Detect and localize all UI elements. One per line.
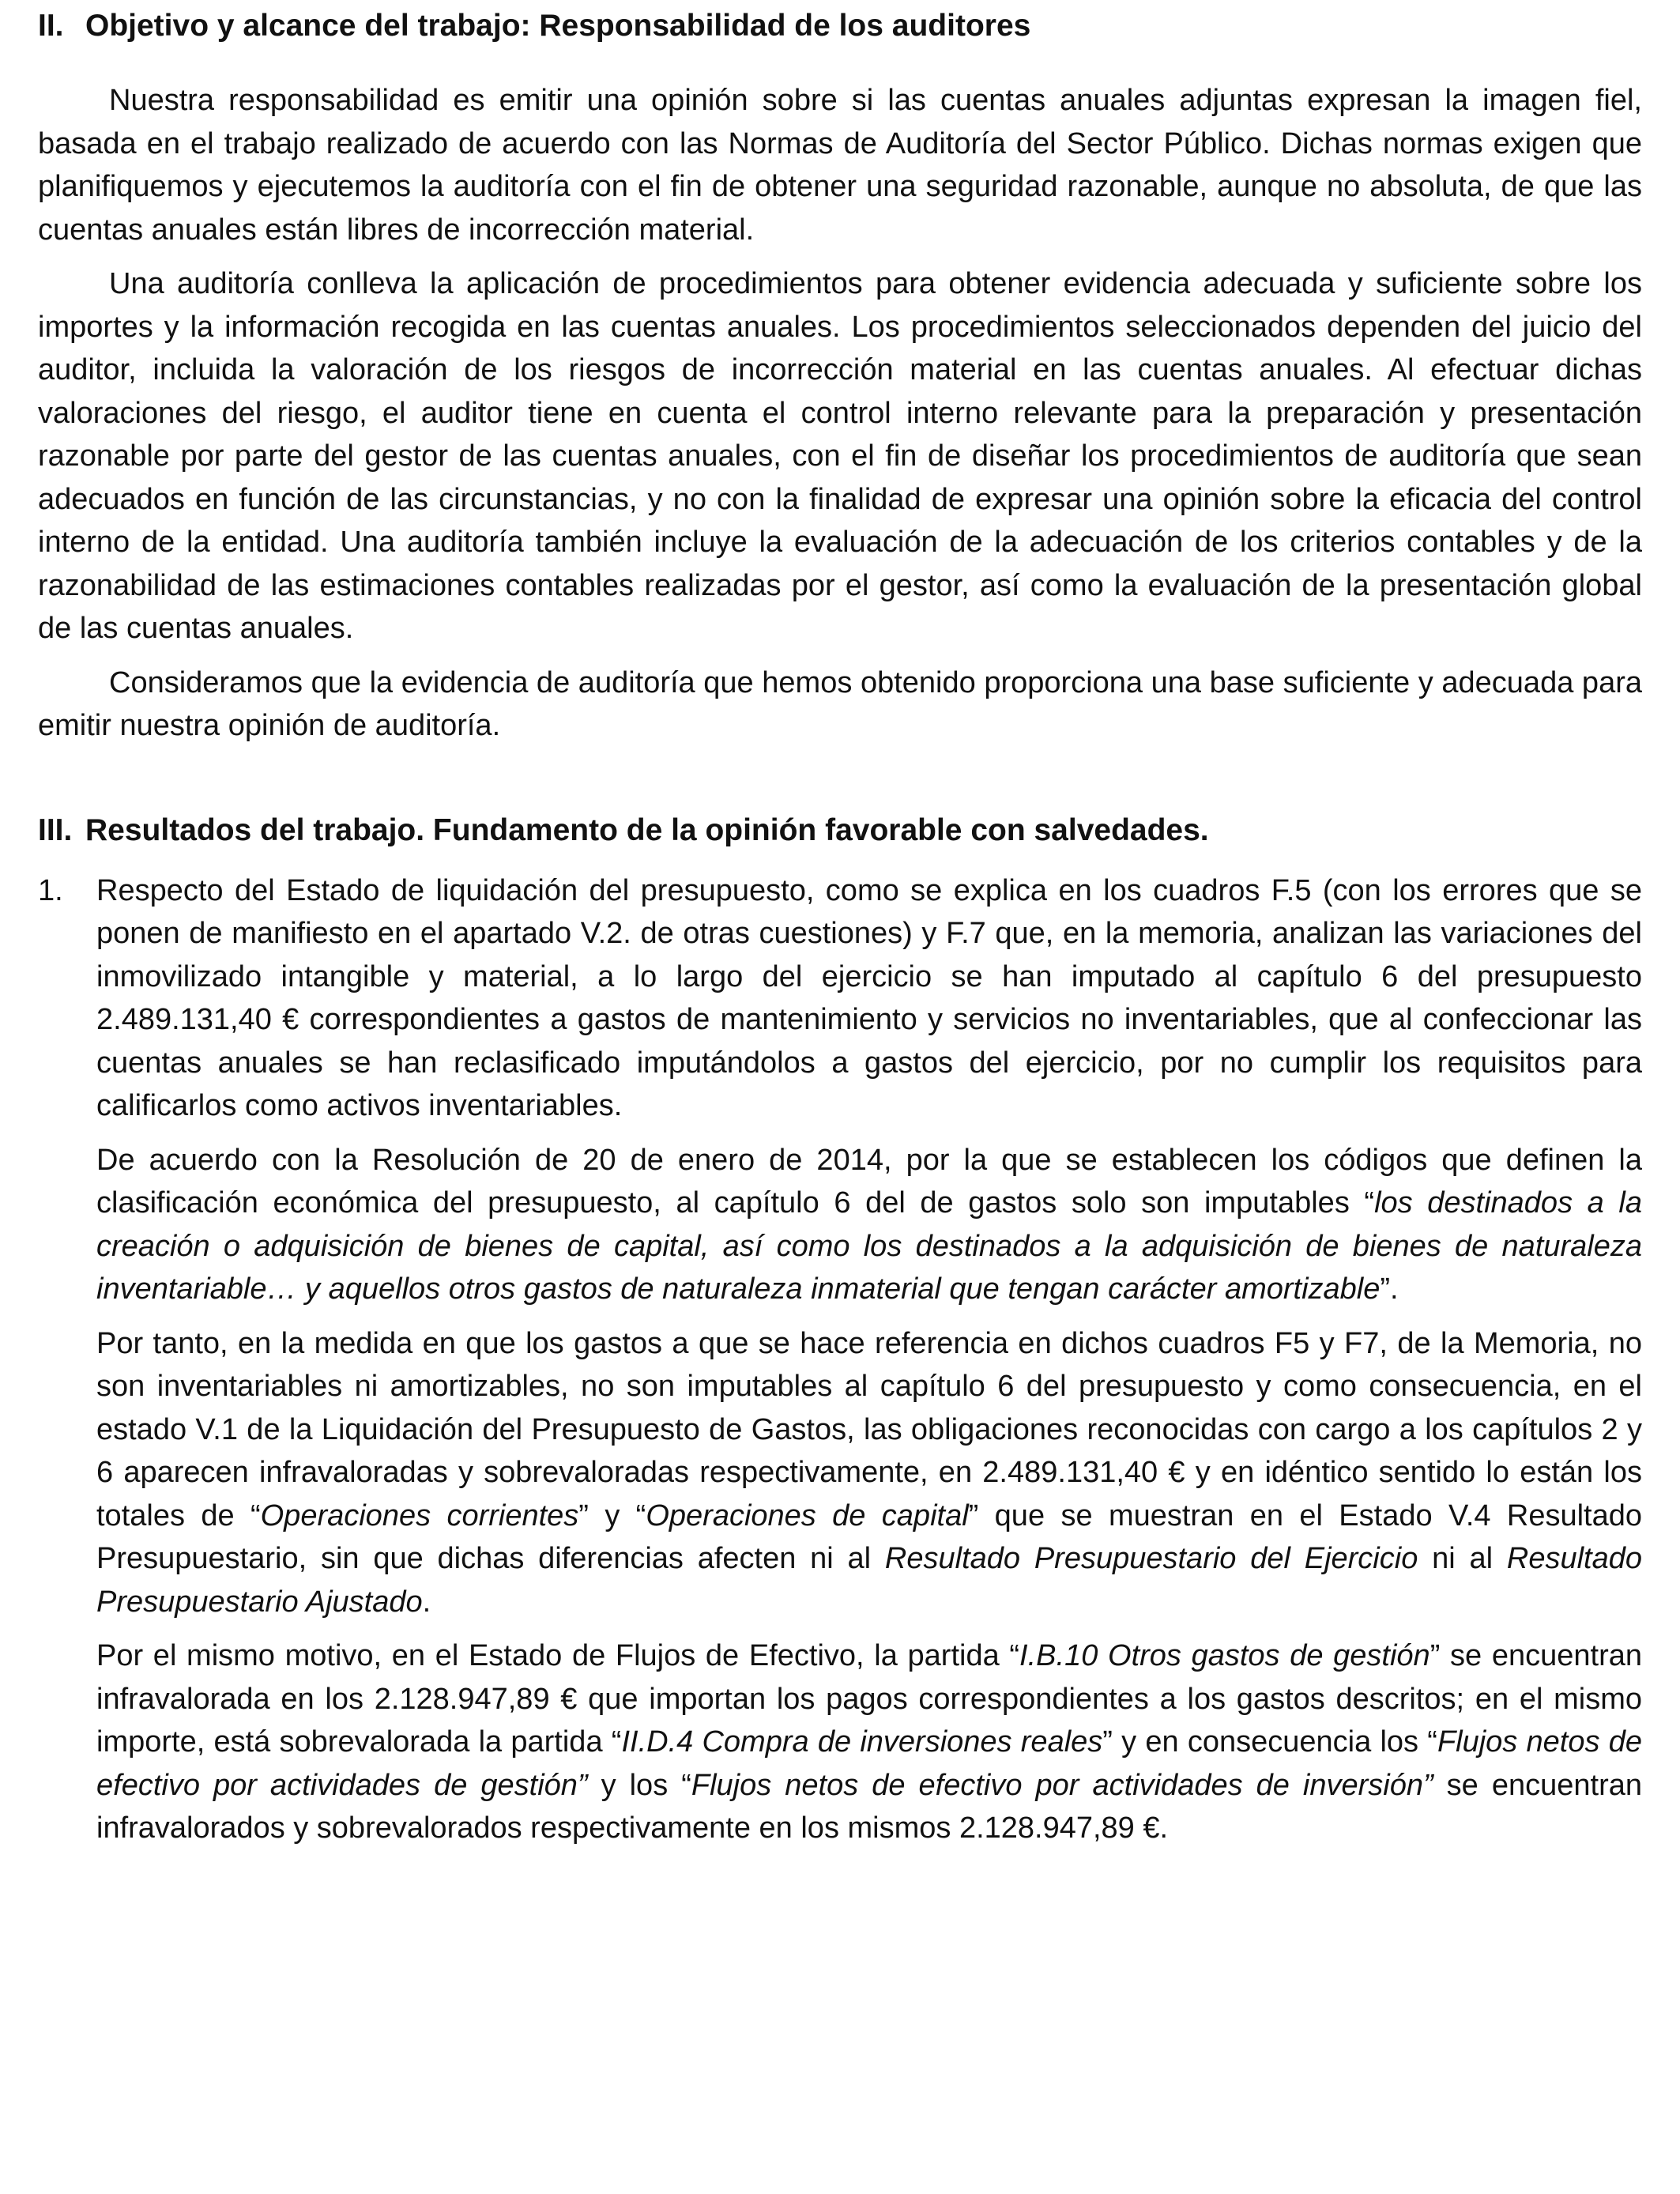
p3-text-c: ” que se muestran en el Estado V.4 Resultado Presupuestario, sin que dichas diferencias afecten ni al [96,1498,1642,1575]
item-1-paragraph-2-end: ”. [1380,1272,1399,1306]
document-page [38,0,1642,1850]
section-2-paragraph-3: Consideramos que la evidencia de auditoría que hemos obtenido proporciona una base suficiente y adecuada para emitir nuestra opinión de auditoría. [38,665,1642,742]
p3-text-d: ni al [1418,1542,1507,1575]
p4-text-e: se encuentran infravalorados y sobrevalorados respectivamente en los mismos 2.128.947,89 €. [96,1768,1642,1845]
p4-text-d: y los “ [587,1768,691,1802]
item-1-paragraph-2 [96,1139,1642,1311]
p3-italic-operaciones-corrientes: Operaciones corrientes [260,1498,579,1532]
p3-text-b: ” y “ [578,1498,646,1532]
item-1-paragraph-1: Respecto del Estado de liquidación del presupuesto, como se explica en los cuadros F.5 (con los errores que se ponen de manifiesto en el apartado V.2. de otras cuestiones) y F.7 que, en la memoria, analizan las variaciones del inmovilizado intangible y material, a lo largo del ejercicio se han imputado al capítulo 6 del presupuesto 2.489.131,40 € correspondientes a gastos de mantenimiento y servicios no inventariables, que al confeccionar las cuentas anuales se han reclasificado imputándolos a gastos del ejercicio, por no cumplir los requisitos para calificarlos como activos inventariables. [96,873,1642,1122]
p4-italic-flujos-inversion: Flujos netos de efectivo por actividades de inversión” [691,1768,1433,1802]
section-2-paragraph-2: Una auditoría conlleva la aplicación de procedimientos para obtener evidencia adecuada y suficiente sobre los importes y la información recogida en las cuentas anuales. Los procedimientos seleccionados dependen del juicio del auditor, incluida la valoración de los riesgos de incorrección material en las cuentas anuales. Al efectuar dichas valoraciones del riesgo, el auditor tiene en cuenta el control interno relevante para la preparación y presentación razonable por parte del gestor de las cuentas anuales, con el fin de diseñar los procedimientos de auditoría que sean adecuados en función de las circunstancias, y no con la finalidad de expresar una opinión sobre la eficacia del control interno de la entidad. Una auditoría también incluye la evaluación de la adecuación de los criterios contables y de la razonabilidad de las estimaciones contables realizadas por el gestor, así como la evaluación de la presentación global de las cuentas anuales. [38,267,1642,645]
numbered-list-item-1 [38,869,1642,1850]
p3-italic-resultado-ejercicio: Resultado Presupuestario del Ejercicio [884,1542,1418,1575]
item-1-paragraph-4 [96,1634,1642,1850]
item-1-paragraph-2-quote: los destinados a la creación o adquisición de bienes de capital, así como los destinados a la adquisición de bienes de naturaleza inventariable… y aquellos otros gastos de naturaleza inmaterial que tengan carácter amortizable [96,1186,1642,1306]
p4-text-c: ” y en consecuencia los “ [1102,1725,1437,1759]
section-3-heading [38,809,1642,852]
section-2-title: Objetivo y alcance del trabajo: Responsabilidad de los auditores [85,9,1031,43]
p3-italic-resultado-ajustado: Resultado Presupuestario Ajustado [96,1542,1642,1619]
p4-italic-compra-inversiones: II.D.4 Compra de inversiones reales [621,1725,1103,1759]
p4-italic-flujos-gestion: Flujos netos de efectivo por actividades de gestión” [96,1725,1642,1802]
item-1-paragraph-2-text: De acuerdo con la Resolución de 20 de enero de 2014, por la que se establecen los códigos que definen la clasificación económica del presupuesto, al capítulo 6 del de gastos solo son imputables “ [96,1143,1642,1220]
item-1-paragraph-3 [96,1322,1642,1624]
p3-text-a: Por tanto, en la medida en que los gastos a que se hace referencia en dichos cuadros F5 y F7, de la Memoria, no son inventariables ni amortizables, no son imputables al capítulo 6 del presupuesto y como consecuencia, en el estado V.1 de la Liquidación del Presupuesto de Gastos, las obligaciones reconocidas con cargo a los capítulos 2 y 6 aparecen infravaloradas y sobrevaloradas respectivamente, en 2.489.131,40 € y en idéntico sentido lo están los totales de “ [96,1326,1642,1532]
p4-text-b: ” se encuentran infravalorada en los 2.128.947,89 € que importan los pagos correspondientes a los gastos descritos; en el mismo importe, está sobrevalorada la partida “ [96,1639,1642,1759]
section-3-number: III. [38,812,73,847]
section-3-title: Resultados del trabajo. Fundamento de la opinión favorable con salvedades. [85,812,1209,847]
section-2-heading [38,5,1642,47]
list-item-marker: 1. [38,873,63,907]
p4-italic-otros-gastos: I.B.10 Otros gastos de gestión [1019,1639,1430,1672]
p3-text-e: . [422,1585,431,1619]
p4-text-a: Por el mismo motivo, en el Estado de Flujos de Efectivo, la partida “ [96,1639,1020,1672]
section-2-number: II. [38,9,64,43]
p3-italic-operaciones-capital: Operaciones de capital [646,1498,969,1532]
section-2-paragraph-1: Nuestra responsabilidad es emitir una opinión sobre si las cuentas anuales adjuntas expresan la imagen fiel, basada en el trabajo realizado de acuerdo con las Normas de Auditoría del Sector Público. Dichas normas exigen que planifiquemos y ejecutemos la auditoría con el fin de obtener una seguridad razonable, aunque no absoluta, de que las cuentas anuales están libres de incorrección material. [38,84,1642,247]
